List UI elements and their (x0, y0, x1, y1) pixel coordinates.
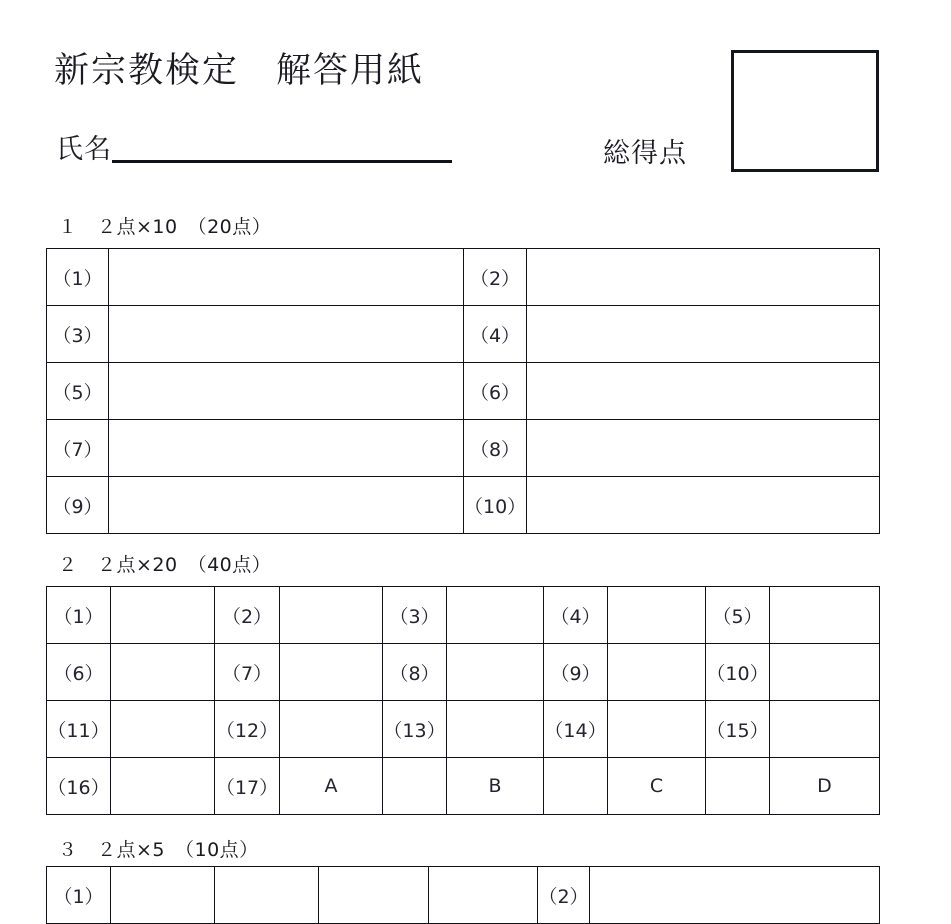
answer-cell[interactable] (608, 644, 706, 701)
section-2-answer-table (46, 586, 880, 815)
sub-answer-cell-b[interactable] (544, 758, 608, 815)
section-1-answer-table (46, 248, 880, 534)
table-row (47, 420, 880, 477)
answer-cell[interactable] (280, 644, 383, 701)
question-number-cell: （13） (383, 701, 447, 758)
name-input-line[interactable] (112, 160, 452, 163)
question-number-cell: （10） (464, 477, 527, 534)
section-3-answer-table (46, 866, 880, 924)
answer-cell[interactable] (447, 587, 544, 644)
answer-cell[interactable] (447, 644, 544, 701)
question-number-cell: （8） (464, 420, 527, 477)
answer-cell[interactable] (527, 363, 880, 420)
table-row (47, 249, 880, 306)
answer-cell[interactable] (109, 363, 464, 420)
answer-cell[interactable] (109, 420, 464, 477)
question-number-cell: （8） (383, 644, 447, 701)
question-number-cell: （3） (47, 306, 109, 363)
question-number-cell: （3） (383, 587, 447, 644)
answer-cell[interactable] (770, 587, 880, 644)
section-2-heading: ２ ２点×20 （40点） (58, 554, 272, 576)
question-number-cell: （11） (47, 701, 111, 758)
answer-cell[interactable] (608, 587, 706, 644)
answer-cell[interactable] (527, 249, 880, 306)
question-number-cell: （10） (706, 644, 770, 701)
answer-cell[interactable] (111, 587, 215, 644)
sub-answer-cell-a[interactable] (383, 758, 447, 815)
answer-cell[interactable] (527, 306, 880, 363)
question-number-cell: （16） (47, 758, 111, 815)
question-number-cell: （9） (47, 477, 109, 534)
answer-cell[interactable] (215, 867, 319, 924)
name-field-row (56, 136, 452, 167)
answer-cell[interactable] (280, 701, 383, 758)
answer-cell[interactable] (527, 420, 880, 477)
answer-cell[interactable] (319, 867, 429, 924)
question-number-cell: （2） (538, 867, 590, 924)
answer-cell[interactable] (111, 867, 215, 924)
question-number-cell: （15） (706, 701, 770, 758)
answer-cell[interactable] (109, 249, 464, 306)
answer-cell[interactable] (111, 701, 215, 758)
section-3-heading: ３ ２点×5 （10点） (58, 839, 259, 861)
question-number-cell: （12） (215, 701, 280, 758)
question-number-cell: （14） (544, 701, 608, 758)
answer-cell[interactable] (527, 477, 880, 534)
table-row (47, 306, 880, 363)
table-row (47, 363, 880, 420)
sub-answer-label-b: B (447, 758, 544, 815)
answer-cell[interactable] (109, 306, 464, 363)
table-row (47, 587, 880, 644)
question-number-cell: （2） (464, 249, 527, 306)
question-number-cell: （2） (215, 587, 280, 644)
page-title: 新宗教検定 解答用紙 (54, 51, 425, 91)
total-score-box[interactable] (731, 50, 879, 172)
question-number-cell: （5） (706, 587, 770, 644)
name-label: 氏名 (56, 134, 112, 165)
table-row (47, 477, 880, 534)
section-1-heading: １ ２点×10 （20点） (58, 216, 272, 238)
question-number-cell: （6） (464, 363, 527, 420)
answer-cell[interactable] (111, 758, 215, 815)
answer-cell[interactable] (770, 644, 880, 701)
question-number-cell: （4） (464, 306, 527, 363)
table-row (47, 644, 880, 701)
answer-cell[interactable] (111, 644, 215, 701)
question-number-cell: （1） (47, 867, 111, 924)
answer-cell[interactable] (280, 587, 383, 644)
total-score-label: 総得点 (603, 138, 687, 169)
table-row (47, 867, 880, 924)
answer-cell[interactable] (447, 701, 544, 758)
sub-answer-label-c: C (608, 758, 706, 815)
question-number-cell: （7） (47, 420, 109, 477)
answer-cell[interactable] (109, 477, 464, 534)
sub-answer-label-a: A (280, 758, 383, 815)
question-number-cell: （6） (47, 644, 111, 701)
sub-answer-label-d: D (770, 758, 880, 815)
question-number-cell: （1） (47, 249, 109, 306)
answer-cell[interactable] (608, 701, 706, 758)
table-row (47, 701, 880, 758)
sub-answer-cell-c[interactable] (706, 758, 770, 815)
table-row (47, 758, 880, 815)
question-number-cell: （5） (47, 363, 109, 420)
answer-cell[interactable] (770, 701, 880, 758)
answer-cell[interactable] (590, 867, 880, 924)
question-number-cell: （9） (544, 644, 608, 701)
question-number-cell: （7） (215, 644, 280, 701)
answer-cell[interactable] (429, 867, 538, 924)
question-number-cell: （17） (215, 758, 280, 815)
question-number-cell: （1） (47, 587, 111, 644)
question-number-cell: （4） (544, 587, 608, 644)
